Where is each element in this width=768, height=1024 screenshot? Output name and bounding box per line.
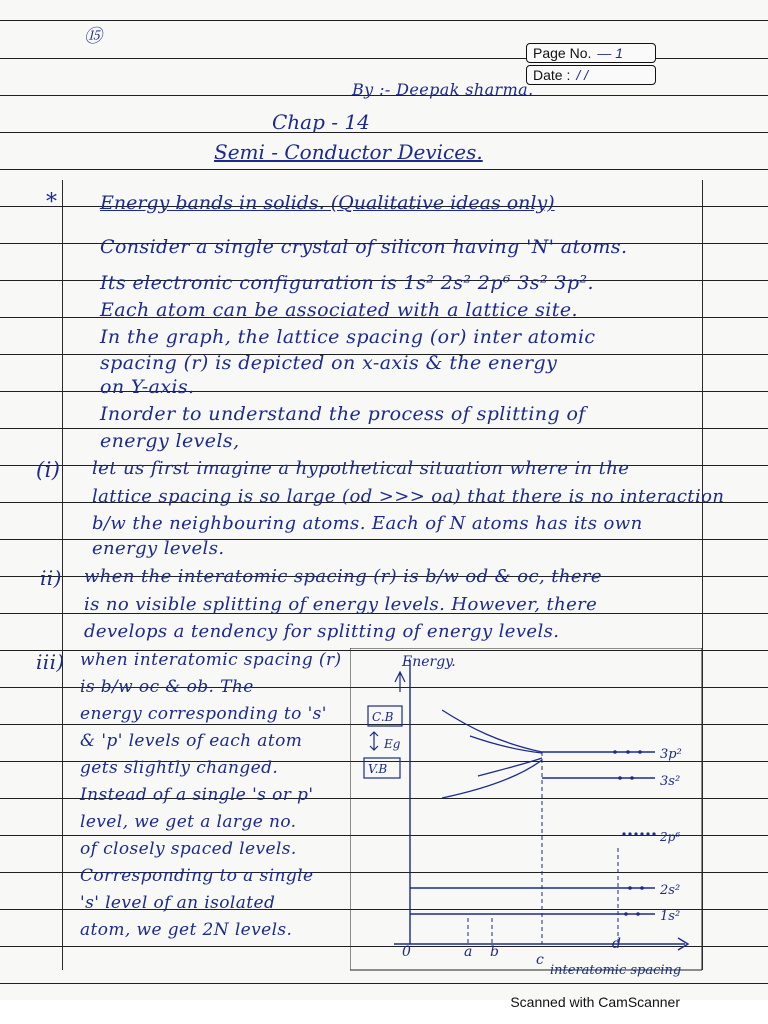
band-label-eg: Eg [384,737,401,751]
diagram-frame [350,648,702,970]
point-iii-line: atom, we get 2N levels. [80,920,293,940]
x-tick-c: c [536,952,544,968]
paragraph-line: Each atom can be associated with a lattice site. [100,299,578,321]
point-iii-line: Instead of a single 's or p' [80,785,314,805]
point-iii-line: gets slightly changed. [80,758,279,778]
point-i-line: lattice spacing is so large (od >>> oa) that there is no interaction [92,486,725,507]
level-label-3p: 3p² [660,747,682,762]
paragraph-line: Inorder to understand the process of splitting of [100,403,586,425]
scanner-watermark: Scanned with CamScanner [510,994,680,1010]
point-i-line: b/w the neighbouring atoms. Each of N atoms has its own [92,513,643,534]
level-label-1s: 1s² [660,909,681,924]
x-tick-a: a [464,944,473,960]
margin-line-right [702,180,703,970]
point-i-line: let us first imagine a hypothetical situation where in the [92,458,630,479]
point-marker-iii: iii) [36,650,65,674]
point-ii-line: when the interatomic spacing (r) is b/w od & oc, there [84,566,602,587]
author-line: By :- Deepak sharma. [352,80,534,99]
date-box [526,65,656,85]
margin-line-left [62,180,63,970]
x-tick-d: d [612,936,621,952]
point-iii-line: is b/w oc & ob. The [80,677,254,697]
page-no-value: — 1 [597,45,624,61]
point-iii-line: & 'p' levels of each atom [80,731,303,751]
point-ii-line: is no visible splitting of energy levels. However, there [84,594,598,615]
x-tick-0: 0 [402,944,411,960]
point-iii-line: Corresponding to a single [80,866,314,886]
subject-title: Semi - Conductor Devices. [214,140,483,164]
gap-arrow [370,732,378,750]
band-label-vb: V.B [368,762,388,776]
level-label-2s: 2s² [660,883,681,898]
date-value: / / [576,67,589,83]
point-iii-line: of closely spaced levels. [80,839,297,859]
page-no-box [526,43,656,63]
point-ii-line: develops a tendency for splitting of energy levels. [84,621,560,642]
page-no-label: Page No. [533,45,592,61]
energy-band-diagram [350,648,702,988]
cb-lower-curve [470,736,542,753]
point-marker-ii: ii) [40,566,62,590]
vb-lower-curve [442,760,542,798]
cb-upper-curve [442,710,542,752]
paragraph-line: on Y-axis. [100,376,195,398]
chapter-title: Chap - 14 [272,110,370,134]
date-label: Date : [533,67,571,83]
point-iii-line: level, we get a large no. [80,812,297,832]
tick-dashes [468,752,618,944]
paragraph-line: In the graph, the lattice spacing (or) inter atomic [100,326,596,348]
paragraph-line: Its electronic configuration is 1s² 2s² 2p⁶ 3s² 3p². [100,272,594,294]
point-iii-line: when interatomic spacing (r) [80,650,342,670]
point-iii-line: energy corresponding to 's' [80,704,327,724]
section-heading: Energy bands in solids. (Qualitative ideas only) [100,192,555,214]
x-axis-label: interatomic spacing [550,963,682,978]
x-tick-b: b [490,944,499,960]
energy-up-arrow [395,672,405,692]
band-label-cb: C.B [372,710,394,724]
paragraph-line: spacing (r) is depicted on x-axis & the energy [100,352,558,374]
level-dots [613,750,655,916]
paragraph-line: Consider a single crystal of silicon having 'N' atoms. [100,236,628,258]
point-marker-i: (i) [36,458,61,482]
y-axis-label: Energy. [402,654,456,670]
page-number-mark: ⑮ [84,26,102,47]
point-i-line: energy levels. [92,538,225,559]
paragraph-line: energy levels, [100,430,240,452]
point-iii-line: 's' level of an isolated [80,893,276,913]
section-bullet: * [46,190,57,215]
level-label-3s: 3s² [660,774,681,789]
level-label-2p: 2p⁶ [660,830,681,844]
